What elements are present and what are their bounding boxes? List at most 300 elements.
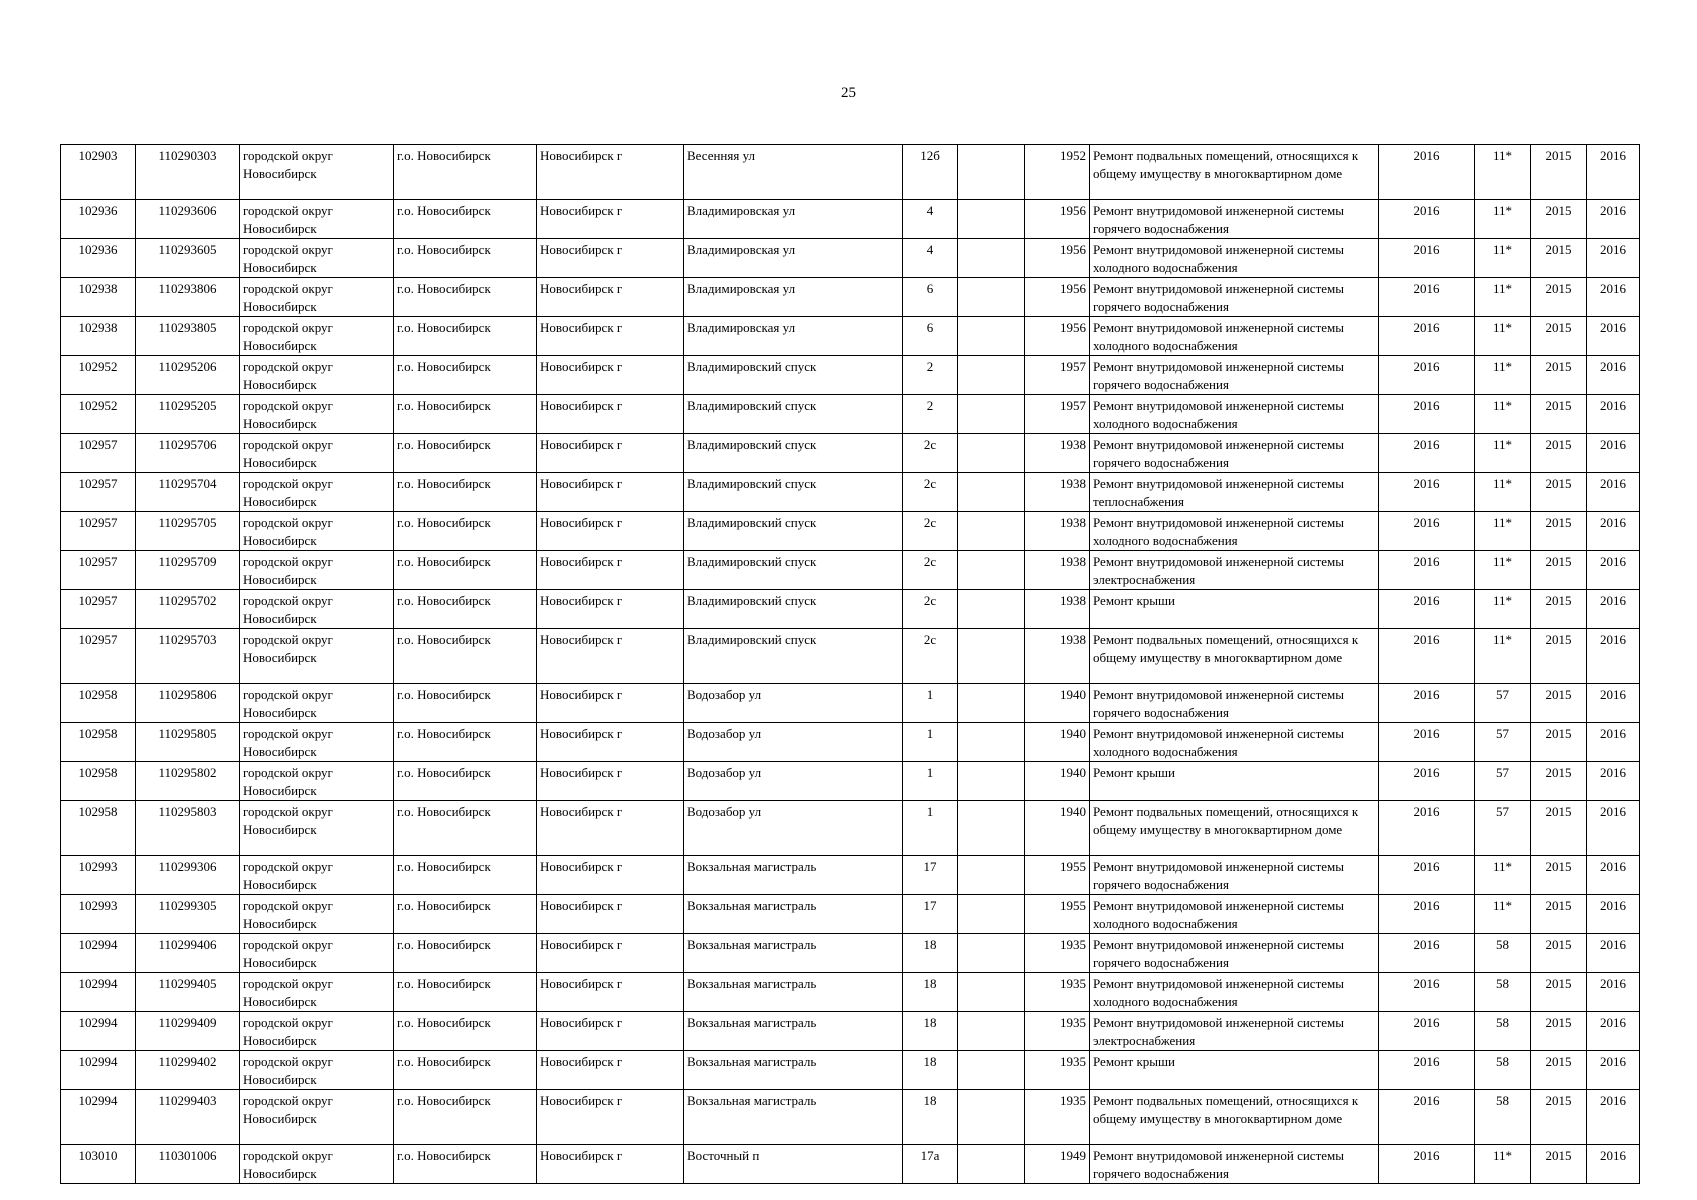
end-year-cell: 2016 <box>1587 434 1640 473</box>
municipality-cell: городской округ Новосибирск <box>240 434 394 473</box>
street-cell: Водозабор ул <box>684 801 903 856</box>
building-letter-cell <box>958 895 1025 934</box>
program-number-cell: 11* <box>1475 395 1531 434</box>
table-row <box>61 723 1640 762</box>
start-year-cell: 2015 <box>1531 762 1587 801</box>
work-type-cell: Ремонт крыши <box>1090 590 1379 629</box>
work-type-cell: Ремонт внутридомовой инженерной системы электроснабжения <box>1090 1012 1379 1051</box>
work-code-cell: 110295805 <box>136 723 240 762</box>
work-code-cell: 110299406 <box>136 934 240 973</box>
table-row <box>61 278 1640 317</box>
settlement-cell: г.о. Новосибирск <box>394 1145 537 1184</box>
program-number-cell: 58 <box>1475 1012 1531 1051</box>
work-code-cell: 110295802 <box>136 762 240 801</box>
end-year-cell: 2016 <box>1587 590 1640 629</box>
work-type-cell: Ремонт внутридомовой инженерной системы холодного водоснабжения <box>1090 395 1379 434</box>
start-year-cell: 2015 <box>1531 590 1587 629</box>
building-letter-cell <box>958 512 1025 551</box>
work-code-cell: 110295704 <box>136 473 240 512</box>
municipality-cell: городской округ Новосибирск <box>240 590 394 629</box>
planned-year-cell: 2016 <box>1379 629 1475 684</box>
house-id-cell: 102994 <box>61 1051 136 1090</box>
table-row <box>61 895 1640 934</box>
start-year-cell: 2015 <box>1531 473 1587 512</box>
municipality-cell: городской округ Новосибирск <box>240 973 394 1012</box>
work-code-cell: 110295806 <box>136 684 240 723</box>
locality-cell: Новосибирск г <box>537 395 684 434</box>
settlement-cell: г.о. Новосибирск <box>394 317 537 356</box>
planned-year-cell: 2016 <box>1379 684 1475 723</box>
house-number-cell: 2 <box>903 395 958 434</box>
street-cell: Владимировский спуск <box>684 551 903 590</box>
program-number-cell: 11* <box>1475 473 1531 512</box>
municipality-cell: городской округ Новосибирск <box>240 762 394 801</box>
program-number-cell: 58 <box>1475 973 1531 1012</box>
planned-year-cell: 2016 <box>1379 356 1475 395</box>
table-row <box>61 934 1640 973</box>
end-year-cell: 2016 <box>1587 1012 1640 1051</box>
repair-register-table <box>60 144 1640 1184</box>
municipality-cell: городской округ Новосибирск <box>240 1145 394 1184</box>
locality-cell: Новосибирск г <box>537 551 684 590</box>
work-code-cell: 110293805 <box>136 317 240 356</box>
program-number-cell: 58 <box>1475 1090 1531 1145</box>
locality-cell: Новосибирск г <box>537 934 684 973</box>
settlement-cell: г.о. Новосибирск <box>394 473 537 512</box>
planned-year-cell: 2016 <box>1379 801 1475 856</box>
work-code-cell: 110295205 <box>136 395 240 434</box>
start-year-cell: 2015 <box>1531 1145 1587 1184</box>
locality-cell: Новосибирск г <box>537 856 684 895</box>
locality-cell: Новосибирск г <box>537 590 684 629</box>
house-id-cell: 102957 <box>61 434 136 473</box>
settlement-cell: г.о. Новосибирск <box>394 145 537 200</box>
work-type-cell: Ремонт внутридомовой инженерной системы горячего водоснабжения <box>1090 1145 1379 1184</box>
program-number-cell: 11* <box>1475 856 1531 895</box>
municipality-cell: городской округ Новосибирск <box>240 145 394 200</box>
construction-year-cell: 1938 <box>1025 473 1090 512</box>
house-number-cell: 2с <box>903 473 958 512</box>
settlement-cell: г.о. Новосибирск <box>394 1012 537 1051</box>
locality-cell: Новосибирск г <box>537 145 684 200</box>
planned-year-cell: 2016 <box>1379 473 1475 512</box>
start-year-cell: 2015 <box>1531 551 1587 590</box>
building-letter-cell <box>958 395 1025 434</box>
house-number-cell: 2с <box>903 590 958 629</box>
start-year-cell: 2015 <box>1531 239 1587 278</box>
planned-year-cell: 2016 <box>1379 278 1475 317</box>
building-letter-cell <box>958 856 1025 895</box>
house-number-cell: 17а <box>903 1145 958 1184</box>
work-type-cell: Ремонт внутридомовой инженерной системы холодного водоснабжения <box>1090 317 1379 356</box>
locality-cell: Новосибирск г <box>537 973 684 1012</box>
street-cell: Водозабор ул <box>684 762 903 801</box>
settlement-cell: г.о. Новосибирск <box>394 356 537 395</box>
work-code-cell: 110299305 <box>136 895 240 934</box>
construction-year-cell: 1935 <box>1025 1012 1090 1051</box>
locality-cell: Новосибирск г <box>537 629 684 684</box>
house-id-cell: 102958 <box>61 684 136 723</box>
street-cell: Весенняя ул <box>684 145 903 200</box>
building-letter-cell <box>958 934 1025 973</box>
table-row <box>61 1012 1640 1051</box>
program-number-cell: 57 <box>1475 723 1531 762</box>
start-year-cell: 2015 <box>1531 629 1587 684</box>
work-type-cell: Ремонт внутридомовой инженерной системы теплоснабжения <box>1090 473 1379 512</box>
work-code-cell: 110301006 <box>136 1145 240 1184</box>
program-number-cell: 57 <box>1475 801 1531 856</box>
street-cell: Владимировский спуск <box>684 512 903 551</box>
house-id-cell: 102952 <box>61 356 136 395</box>
building-letter-cell <box>958 1012 1025 1051</box>
locality-cell: Новосибирск г <box>537 684 684 723</box>
work-code-cell: 110299306 <box>136 856 240 895</box>
table-row <box>61 239 1640 278</box>
settlement-cell: г.о. Новосибирск <box>394 512 537 551</box>
house-number-cell: 18 <box>903 934 958 973</box>
table-row <box>61 1145 1640 1184</box>
house-id-cell: 102958 <box>61 723 136 762</box>
street-cell: Владимировская ул <box>684 278 903 317</box>
settlement-cell: г.о. Новосибирск <box>394 895 537 934</box>
locality-cell: Новосибирск г <box>537 1051 684 1090</box>
end-year-cell: 2016 <box>1587 973 1640 1012</box>
street-cell: Вокзальная магистраль <box>684 1051 903 1090</box>
locality-cell: Новосибирск г <box>537 356 684 395</box>
end-year-cell: 2016 <box>1587 1051 1640 1090</box>
municipality-cell: городской округ Новосибирск <box>240 934 394 973</box>
work-code-cell: 110299409 <box>136 1012 240 1051</box>
work-code-cell: 110295703 <box>136 629 240 684</box>
locality-cell: Новосибирск г <box>537 1145 684 1184</box>
work-code-cell: 110295206 <box>136 356 240 395</box>
planned-year-cell: 2016 <box>1379 434 1475 473</box>
start-year-cell: 2015 <box>1531 434 1587 473</box>
table-row <box>61 551 1640 590</box>
work-code-cell: 110299403 <box>136 1090 240 1145</box>
street-cell: Вокзальная магистраль <box>684 973 903 1012</box>
building-letter-cell <box>958 590 1025 629</box>
building-letter-cell <box>958 200 1025 239</box>
construction-year-cell: 1956 <box>1025 317 1090 356</box>
planned-year-cell: 2016 <box>1379 551 1475 590</box>
work-code-cell: 110293606 <box>136 200 240 239</box>
house-number-cell: 2с <box>903 629 958 684</box>
municipality-cell: городской округ Новосибирск <box>240 1012 394 1051</box>
planned-year-cell: 2016 <box>1379 590 1475 629</box>
house-number-cell: 2с <box>903 551 958 590</box>
planned-year-cell: 2016 <box>1379 239 1475 278</box>
construction-year-cell: 1956 <box>1025 200 1090 239</box>
planned-year-cell: 2016 <box>1379 512 1475 551</box>
house-number-cell: 1 <box>903 723 958 762</box>
program-number-cell: 11* <box>1475 590 1531 629</box>
program-number-cell: 11* <box>1475 551 1531 590</box>
work-type-cell: Ремонт внутридомовой инженерной системы холодного водоснабжения <box>1090 239 1379 278</box>
street-cell: Владимировский спуск <box>684 629 903 684</box>
settlement-cell: г.о. Новосибирск <box>394 200 537 239</box>
street-cell: Владимировский спуск <box>684 473 903 512</box>
end-year-cell: 2016 <box>1587 512 1640 551</box>
end-year-cell: 2016 <box>1587 145 1640 200</box>
program-number-cell: 11* <box>1475 512 1531 551</box>
end-year-cell: 2016 <box>1587 629 1640 684</box>
start-year-cell: 2015 <box>1531 356 1587 395</box>
program-number-cell: 11* <box>1475 629 1531 684</box>
locality-cell: Новосибирск г <box>537 1090 684 1145</box>
table-row <box>61 145 1640 200</box>
street-cell: Вокзальная магистраль <box>684 895 903 934</box>
construction-year-cell: 1955 <box>1025 856 1090 895</box>
locality-cell: Новосибирск г <box>537 512 684 551</box>
construction-year-cell: 1949 <box>1025 1145 1090 1184</box>
building-letter-cell <box>958 684 1025 723</box>
program-number-cell: 11* <box>1475 434 1531 473</box>
building-letter-cell <box>958 723 1025 762</box>
program-number-cell: 11* <box>1475 239 1531 278</box>
work-type-cell: Ремонт подвальных помещений, относящихся к общему имуществу в многоквартирном доме <box>1090 801 1379 856</box>
start-year-cell: 2015 <box>1531 684 1587 723</box>
building-letter-cell <box>958 1145 1025 1184</box>
table-row <box>61 395 1640 434</box>
work-type-cell: Ремонт внутридомовой инженерной системы горячего водоснабжения <box>1090 356 1379 395</box>
end-year-cell: 2016 <box>1587 473 1640 512</box>
end-year-cell: 2016 <box>1587 1145 1640 1184</box>
house-id-cell: 102903 <box>61 145 136 200</box>
municipality-cell: городской округ Новосибирск <box>240 1051 394 1090</box>
settlement-cell: г.о. Новосибирск <box>394 723 537 762</box>
construction-year-cell: 1940 <box>1025 684 1090 723</box>
house-id-cell: 102957 <box>61 551 136 590</box>
table-row <box>61 856 1640 895</box>
work-type-cell: Ремонт внутридомовой инженерной системы горячего водоснабжения <box>1090 434 1379 473</box>
municipality-cell: городской округ Новосибирск <box>240 278 394 317</box>
house-id-cell: 102957 <box>61 590 136 629</box>
table-row <box>61 629 1640 684</box>
planned-year-cell: 2016 <box>1379 856 1475 895</box>
work-type-cell: Ремонт подвальных помещений, относящихся к общему имуществу в многоквартирном доме <box>1090 1090 1379 1145</box>
street-cell: Владимировский спуск <box>684 356 903 395</box>
end-year-cell: 2016 <box>1587 551 1640 590</box>
work-code-cell: 110290303 <box>136 145 240 200</box>
house-id-cell: 102957 <box>61 629 136 684</box>
work-type-cell: Ремонт крыши <box>1090 762 1379 801</box>
end-year-cell: 2016 <box>1587 895 1640 934</box>
house-id-cell: 102994 <box>61 973 136 1012</box>
street-cell: Восточный п <box>684 1145 903 1184</box>
program-number-cell: 57 <box>1475 762 1531 801</box>
planned-year-cell: 2016 <box>1379 723 1475 762</box>
settlement-cell: г.о. Новосибирск <box>394 590 537 629</box>
house-id-cell: 102994 <box>61 1090 136 1145</box>
planned-year-cell: 2016 <box>1379 317 1475 356</box>
building-letter-cell <box>958 1090 1025 1145</box>
end-year-cell: 2016 <box>1587 762 1640 801</box>
street-cell: Вокзальная магистраль <box>684 1090 903 1145</box>
house-number-cell: 6 <box>903 317 958 356</box>
start-year-cell: 2015 <box>1531 1090 1587 1145</box>
start-year-cell: 2015 <box>1531 200 1587 239</box>
construction-year-cell: 1940 <box>1025 723 1090 762</box>
settlement-cell: г.о. Новосибирск <box>394 1090 537 1145</box>
construction-year-cell: 1938 <box>1025 551 1090 590</box>
street-cell: Водозабор ул <box>684 684 903 723</box>
house-number-cell: 1 <box>903 684 958 723</box>
start-year-cell: 2015 <box>1531 973 1587 1012</box>
work-type-cell: Ремонт внутридомовой инженерной системы горячего водоснабжения <box>1090 856 1379 895</box>
planned-year-cell: 2016 <box>1379 395 1475 434</box>
planned-year-cell: 2016 <box>1379 1012 1475 1051</box>
house-number-cell: 12б <box>903 145 958 200</box>
building-letter-cell <box>958 239 1025 278</box>
table-row <box>61 1051 1640 1090</box>
program-number-cell: 11* <box>1475 317 1531 356</box>
construction-year-cell: 1935 <box>1025 934 1090 973</box>
table-row <box>61 434 1640 473</box>
planned-year-cell: 2016 <box>1379 145 1475 200</box>
work-code-cell: 110295803 <box>136 801 240 856</box>
building-letter-cell <box>958 551 1025 590</box>
end-year-cell: 2016 <box>1587 934 1640 973</box>
street-cell: Вокзальная магистраль <box>684 1012 903 1051</box>
building-letter-cell <box>958 356 1025 395</box>
table-row <box>61 590 1640 629</box>
locality-cell: Новосибирск г <box>537 723 684 762</box>
building-letter-cell <box>958 317 1025 356</box>
table-row <box>61 762 1640 801</box>
program-number-cell: 11* <box>1475 145 1531 200</box>
settlement-cell: г.о. Новосибирск <box>394 856 537 895</box>
register-body <box>61 145 1640 1184</box>
settlement-cell: г.о. Новосибирск <box>394 434 537 473</box>
work-type-cell: Ремонт подвальных помещений, относящихся к общему имуществу в многоквартирном доме <box>1090 145 1379 200</box>
start-year-cell: 2015 <box>1531 1051 1587 1090</box>
municipality-cell: городской округ Новосибирск <box>240 551 394 590</box>
construction-year-cell: 1956 <box>1025 278 1090 317</box>
settlement-cell: г.о. Новосибирск <box>394 762 537 801</box>
house-number-cell: 2с <box>903 434 958 473</box>
municipality-cell: городской округ Новосибирск <box>240 239 394 278</box>
street-cell: Владимировская ул <box>684 317 903 356</box>
house-number-cell: 4 <box>903 239 958 278</box>
municipality-cell: городской округ Новосибирск <box>240 200 394 239</box>
street-cell: Владимировская ул <box>684 239 903 278</box>
end-year-cell: 2016 <box>1587 395 1640 434</box>
building-letter-cell <box>958 973 1025 1012</box>
end-year-cell: 2016 <box>1587 200 1640 239</box>
end-year-cell: 2016 <box>1587 684 1640 723</box>
house-number-cell: 1 <box>903 762 958 801</box>
planned-year-cell: 2016 <box>1379 1145 1475 1184</box>
work-type-cell: Ремонт внутридомовой инженерной системы холодного водоснабжения <box>1090 723 1379 762</box>
street-cell: Владимировский спуск <box>684 434 903 473</box>
house-number-cell: 4 <box>903 200 958 239</box>
work-type-cell: Ремонт внутридомовой инженерной системы горячего водоснабжения <box>1090 278 1379 317</box>
settlement-cell: г.о. Новосибирск <box>394 551 537 590</box>
house-id-cell: 103010 <box>61 1145 136 1184</box>
work-code-cell: 110293806 <box>136 278 240 317</box>
municipality-cell: городской округ Новосибирск <box>240 723 394 762</box>
house-number-cell: 2 <box>903 356 958 395</box>
start-year-cell: 2015 <box>1531 145 1587 200</box>
work-code-cell: 110295702 <box>136 590 240 629</box>
construction-year-cell: 1957 <box>1025 395 1090 434</box>
end-year-cell: 2016 <box>1587 723 1640 762</box>
house-number-cell: 18 <box>903 1051 958 1090</box>
table-row <box>61 317 1640 356</box>
work-code-cell: 110295709 <box>136 551 240 590</box>
municipality-cell: городской округ Новосибирск <box>240 512 394 551</box>
house-id-cell: 102957 <box>61 473 136 512</box>
program-number-cell: 57 <box>1475 684 1531 723</box>
work-type-cell: Ремонт внутридомовой инженерной системы горячего водоснабжения <box>1090 684 1379 723</box>
construction-year-cell: 1938 <box>1025 629 1090 684</box>
construction-year-cell: 1940 <box>1025 801 1090 856</box>
work-type-cell: Ремонт подвальных помещений, относящихся к общему имуществу в многоквартирном доме <box>1090 629 1379 684</box>
work-code-cell: 110295706 <box>136 434 240 473</box>
work-code-cell: 110295705 <box>136 512 240 551</box>
work-type-cell: Ремонт внутридомовой инженерной системы холодного водоснабжения <box>1090 895 1379 934</box>
start-year-cell: 2015 <box>1531 801 1587 856</box>
building-letter-cell <box>958 278 1025 317</box>
municipality-cell: городской округ Новосибирск <box>240 801 394 856</box>
construction-year-cell: 1952 <box>1025 145 1090 200</box>
work-code-cell: 110293605 <box>136 239 240 278</box>
work-type-cell: Ремонт внутридомовой инженерной системы холодного водоснабжения <box>1090 973 1379 1012</box>
building-letter-cell <box>958 629 1025 684</box>
work-type-cell: Ремонт внутридомовой инженерной системы горячего водоснабжения <box>1090 934 1379 973</box>
construction-year-cell: 1938 <box>1025 434 1090 473</box>
start-year-cell: 2015 <box>1531 317 1587 356</box>
construction-year-cell: 1935 <box>1025 1051 1090 1090</box>
end-year-cell: 2016 <box>1587 278 1640 317</box>
municipality-cell: городской округ Новосибирск <box>240 684 394 723</box>
house-number-cell: 17 <box>903 856 958 895</box>
end-year-cell: 2016 <box>1587 239 1640 278</box>
house-id-cell: 102994 <box>61 934 136 973</box>
construction-year-cell: 1955 <box>1025 895 1090 934</box>
program-number-cell: 11* <box>1475 1145 1531 1184</box>
table-row <box>61 473 1640 512</box>
start-year-cell: 2015 <box>1531 395 1587 434</box>
construction-year-cell: 1956 <box>1025 239 1090 278</box>
end-year-cell: 2016 <box>1587 801 1640 856</box>
building-letter-cell <box>958 434 1025 473</box>
municipality-cell: городской округ Новосибирск <box>240 895 394 934</box>
street-cell: Владимировский спуск <box>684 395 903 434</box>
planned-year-cell: 2016 <box>1379 934 1475 973</box>
street-cell: Вокзальная магистраль <box>684 934 903 973</box>
house-number-cell: 18 <box>903 973 958 1012</box>
building-letter-cell <box>958 1051 1025 1090</box>
table-row <box>61 200 1640 239</box>
municipality-cell: городской округ Новосибирск <box>240 1090 394 1145</box>
locality-cell: Новосибирск г <box>537 762 684 801</box>
house-id-cell: 102994 <box>61 1012 136 1051</box>
construction-year-cell: 1935 <box>1025 1090 1090 1145</box>
municipality-cell: городской округ Новосибирск <box>240 395 394 434</box>
settlement-cell: г.о. Новосибирск <box>394 395 537 434</box>
municipality-cell: городской округ Новосибирск <box>240 356 394 395</box>
settlement-cell: г.о. Новосибирск <box>394 801 537 856</box>
table-row <box>61 684 1640 723</box>
house-id-cell: 102936 <box>61 239 136 278</box>
end-year-cell: 2016 <box>1587 856 1640 895</box>
street-cell: Владимировская ул <box>684 200 903 239</box>
locality-cell: Новосибирск г <box>537 200 684 239</box>
house-number-cell: 17 <box>903 895 958 934</box>
house-id-cell: 102952 <box>61 395 136 434</box>
